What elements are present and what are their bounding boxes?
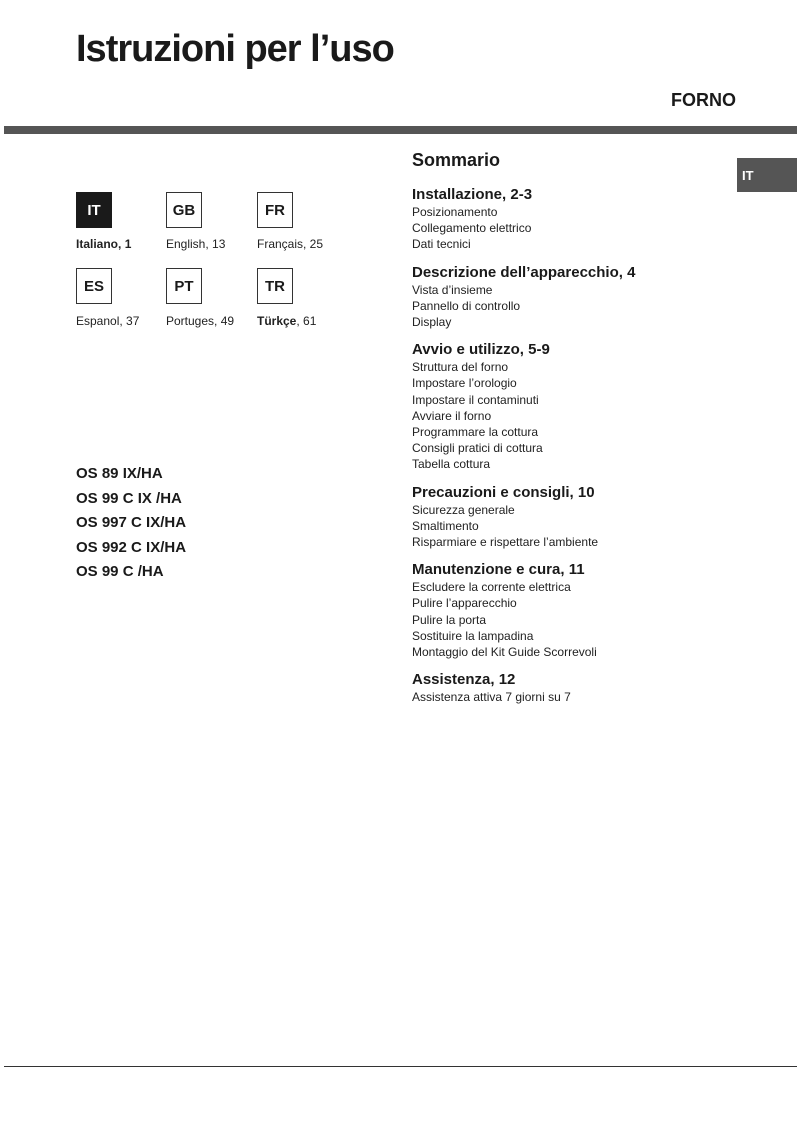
toc-item[interactable]: Consigli pratici di cottura [412, 441, 543, 456]
toc-heading[interactable]: Descrizione dell’apparecchio, 4 [412, 263, 636, 281]
toc-item[interactable]: Display [412, 315, 452, 330]
toc-heading[interactable]: Precauzioni e consigli, 10 [412, 483, 595, 501]
toc-item[interactable]: Pulire la porta [412, 612, 487, 627]
lang-caption-es: Espanol, 37 [76, 314, 140, 328]
toc-section-assistenza [412, 670, 712, 705]
lang-page-it: 1 [124, 237, 132, 251]
toc-item[interactable]: Avviare il forno [412, 408, 492, 423]
toc-section-avvio [412, 340, 712, 472]
toc-item[interactable]: Dati tecnici [412, 237, 471, 252]
toc-item[interactable]: Programmare la cottura [412, 425, 539, 440]
model-list [76, 462, 186, 585]
toc-item[interactable]: Collegamento elettrico [412, 221, 532, 236]
model-name: OS 997 C IX/HA [76, 514, 187, 531]
toc-heading[interactable]: Assistenza, 12 [412, 671, 516, 689]
lang-caption-fr: Français, 25 [257, 237, 324, 251]
lang-name-tr: Türkçe [257, 314, 297, 328]
toc-item[interactable]: Montaggio del Kit Guide Scorrevoli [412, 645, 597, 660]
lang-box-it[interactable]: IT [76, 192, 112, 228]
table-of-contents [412, 150, 712, 715]
toc-item[interactable]: Posizionamento [412, 205, 498, 219]
toc-section-manutenzione [412, 560, 712, 660]
top-divider [4, 126, 797, 134]
toc-item[interactable]: Smaltimento [412, 518, 479, 533]
toc-item[interactable]: Struttura del forno [412, 360, 509, 375]
lang-box-tr[interactable]: TR [257, 268, 293, 304]
toc-heading[interactable]: Manutenzione e cura, 11 [412, 561, 585, 579]
toc-item[interactable]: Pulire l’apparecchio [412, 596, 517, 611]
model-name: OS 89 IX/HA [76, 465, 163, 482]
lang-box-fr[interactable]: FR [257, 192, 293, 228]
language-tab[interactable]: IT [737, 158, 797, 192]
toc-item[interactable]: Tabella cottura [412, 457, 491, 472]
toc-heading[interactable]: Installazione, 2-3 [412, 186, 533, 203]
lang-box-gb[interactable]: GB [166, 192, 202, 228]
toc-item[interactable]: Sicurezza generale [412, 502, 515, 517]
lang-box-pt[interactable]: PT [166, 268, 202, 304]
lang-caption-gb: English, 13 [166, 237, 226, 251]
toc-section-precauzioni [412, 483, 712, 551]
lang-caption-it [76, 237, 131, 251]
toc-item[interactable]: Pannello di controllo [412, 298, 521, 313]
page-title: Istruzioni per l’uso [76, 28, 394, 70]
lang-sep-tr: , [296, 314, 304, 328]
toc-item[interactable]: Sostituire la lampadina [412, 628, 534, 643]
toc-heading[interactable]: Avvio e utilizzo, 5-9 [412, 341, 550, 359]
toc-item[interactable]: Impostare l’orologio [412, 376, 517, 391]
toc-item[interactable]: Assistenza attiva 7 giorni su 7 [412, 690, 571, 705]
lang-caption-tr [257, 314, 316, 328]
lang-box-es[interactable]: ES [76, 268, 112, 304]
toc-item[interactable]: Vista d’insieme [412, 282, 493, 297]
toc-section-descrizione [412, 263, 712, 331]
lang-page-tr: 61 [303, 314, 317, 328]
toc-item[interactable]: Impostare il contaminuti [412, 392, 539, 407]
toc-title: Sommario [412, 150, 501, 170]
lang-name-it: Italiano [76, 237, 119, 251]
model-name: OS 992 C IX/HA [76, 538, 187, 556]
model-name: OS 99 C IX /HA [76, 489, 182, 507]
toc-section-installazione [412, 185, 712, 253]
product-type: FORNO [671, 90, 736, 110]
model-name: OS 99 C /HA [76, 563, 164, 580]
bottom-divider [4, 1066, 797, 1067]
lang-caption-pt: Portuges, 49 [166, 314, 235, 328]
lang-sep-it: , [118, 237, 125, 251]
toc-item[interactable]: Risparmiare e rispettare l’ambiente [412, 535, 599, 550]
toc-item[interactable]: Escludere la corrente elettrica [412, 580, 571, 595]
